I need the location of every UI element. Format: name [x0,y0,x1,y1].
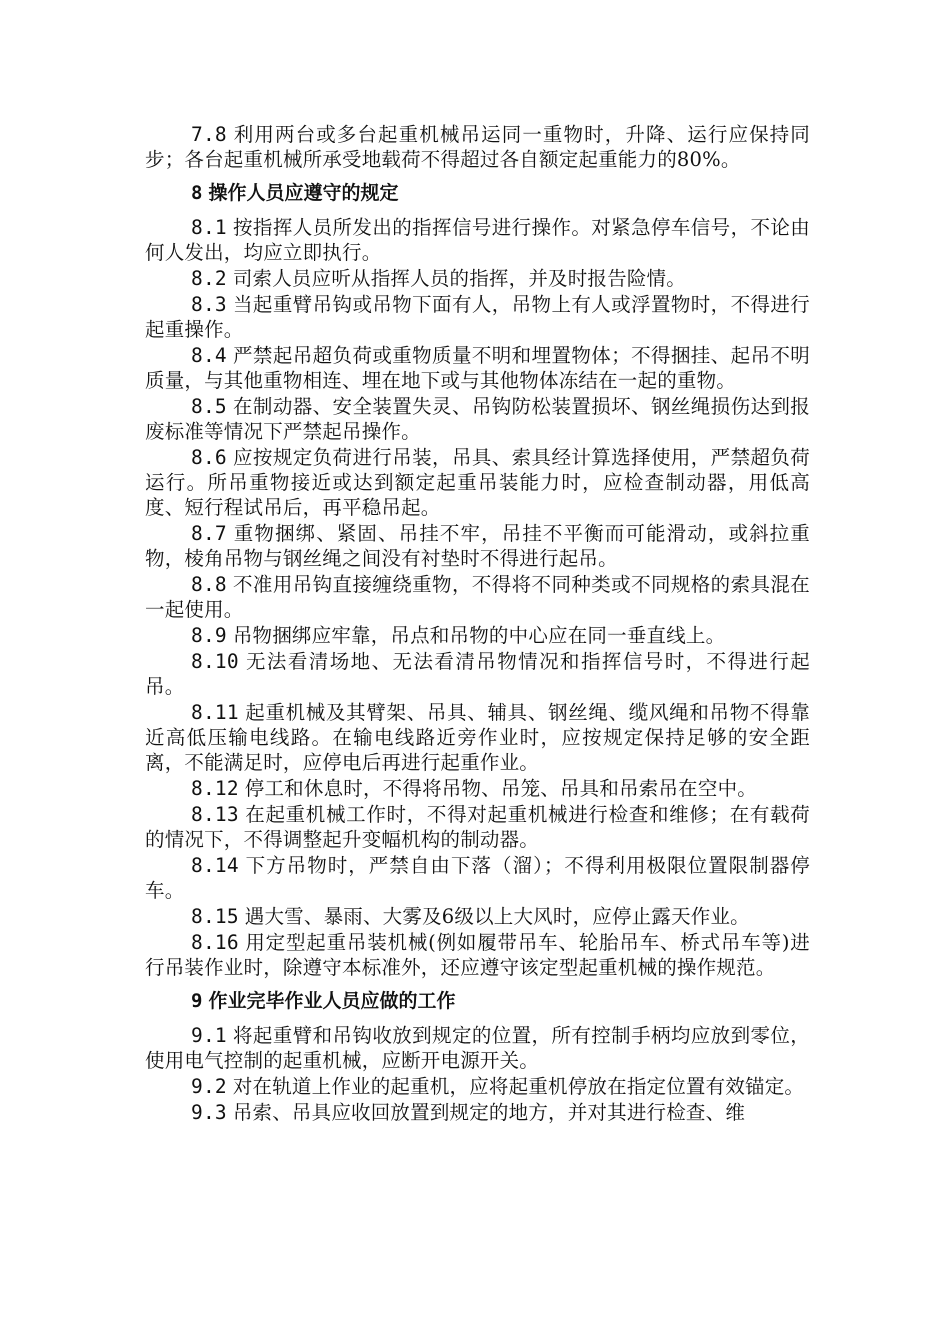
clause-paragraph [145,343,810,393]
clause-paragraph [145,521,810,571]
clause-paragraph [145,776,810,801]
clause-paragraph [145,1023,810,1073]
clause-text: 吊物捆绑应牢靠，吊点和吊物的中心应在同一垂直线上。 [232,624,726,647]
clause-text: 用定型起重吊装机械(例如履带吊车、轮胎吊车、桥式吊车等)进行吊装作业时，除遵守本标准外，还应遵守该定型起重机械的操作规范。 [145,931,810,979]
clause-text: 下方吊物时，严禁自由下落（溜）；不得利用极限位置限制器停车。 [145,854,810,902]
clause-paragraph [145,1074,810,1099]
clause-text: 将起重臂和吊钩收放到规定的位置，所有控制手柄均应放到零位，使用电气控制的起重机械，应断开电源开关。 [145,1024,810,1072]
clause-number: 8.5 [191,395,227,418]
clause-paragraph [145,266,810,291]
clause-paragraph [145,394,810,444]
clause-paragraph [145,572,810,622]
section-title: 操作人员应遵守的规定 [208,182,399,204]
clause-text: 司索人员应听从指挥人员的指挥，并及时报告险情。 [232,267,686,290]
clause-number: 8.8 [191,573,227,596]
document-body [145,122,810,1125]
section-heading [145,181,810,206]
clause-text: 重物捆绑、紧固、吊挂不牢，吊挂不平衡而可能滑动，或斜拉重物，棱角吊物与钢丝绳之间没有衬垫时不得进行起吊。 [145,522,810,570]
clause-paragraph [145,904,810,929]
clause-text: 应按规定负荷进行吊装，吊具、索具经计算选择使用，严禁超负荷运行。所吊重物接近或达到额定起重吊装能力时，应检查制动器，用低高度、短行程试吊后，再平稳吊起。 [145,446,810,519]
clause-text: 严禁起吊超负荷或重物质量不明和埋置物体；不得捆挂、起吊不明质量，与其他重物相连、埋在地下或与其他物体冻结在一起的重物。 [145,344,810,392]
section-heading [145,989,810,1014]
clause-paragraph [145,1100,810,1125]
clause-text: 当起重臂吊钩或吊物下面有人，吊物上有人或浮置物时，不得进行起重操作。 [145,293,810,341]
clause-number: 8.15 [191,905,239,928]
clause-text: 吊索、吊具应收回放置到规定的地方，并对其进行检查、维 [232,1101,746,1124]
section-title: 作业完毕作业人员应做的工作 [208,990,456,1012]
clause-number: 7.8 [191,123,227,146]
clause-number: 8.1 [191,216,227,239]
clause-paragraph [145,802,810,852]
clause-number: 8.3 [191,293,227,316]
clause-number: 8.14 [191,854,239,877]
clause-text: 按指挥人员所发出的指挥信号进行操作。对紧急停车信号，不论由何人发出，均应立即执行。 [145,216,810,264]
clause-text: 在制动器、安全装置失灵、吊钩防松装置损坏、钢丝绳损伤达到报废标准等情况下严禁起吊操作。 [145,395,810,443]
clause-number: 9.2 [191,1075,227,1098]
clause-number: 8.6 [191,446,227,469]
clause-number: 9.3 [191,1101,227,1124]
clause-text: 无法看清场地、无法看清吊物情况和指挥信号时，不得进行起吊。 [145,650,810,698]
clause-paragraph [145,215,810,265]
clause-number: 8.7 [191,522,227,545]
clause-number: 8.11 [191,701,239,724]
clause-paragraph [145,122,810,172]
clause-text: 起重机械及其臂架、吊具、辅具、钢丝绳、缆风绳和吊物不得靠近高低压输电线路。在输电线路近旁作业时，应按规定保持足够的安全距离，不能满足时，应停电后再进行起重作业。 [145,701,810,774]
clause-text: 在起重机械工作时，不得对起重机械进行检查和维修；在有载荷的情况下，不得调整起升变幅机构的制动器。 [145,803,810,851]
clause-text: 停工和休息时，不得将吊物、吊笼、吊具和吊索吊在空中。 [244,777,757,800]
section-number: 8 [191,182,203,204]
clause-paragraph [145,853,810,903]
clause-paragraph [145,649,810,699]
section-number: 9 [191,990,203,1012]
clause-paragraph [145,292,810,342]
clause-number: 8.2 [191,267,227,290]
clause-paragraph [145,930,810,980]
clause-number: 8.16 [191,931,239,954]
clause-number: 8.10 [191,650,239,673]
clause-text: 不准用吊钩直接缠绕重物，不得将不同种类或不同规格的索具混在一起使用。 [145,573,810,621]
clause-text: 利用两台或多台起重机械吊运同一重物时，升降、运行应保持同步；各台起重机械所承受地载荷不得超过各自额定起重能力的80%。 [145,123,810,171]
clause-number: 9.1 [191,1024,227,1047]
clause-text: 遇大雪、暴雨、大雾及6级以上大风时，应停止露天作业。 [244,905,750,928]
clause-text: 对在轨道上作业的起重机，应将起重机停放在指定位置有效锚定。 [232,1075,805,1098]
document-page [145,122,810,1126]
clause-paragraph [145,623,810,648]
clause-paragraph [145,700,810,775]
clause-paragraph [145,445,810,520]
clause-number: 8.12 [191,777,239,800]
clause-number: 8.13 [191,803,239,826]
clause-number: 8.4 [191,344,227,367]
clause-number: 8.9 [191,624,227,647]
